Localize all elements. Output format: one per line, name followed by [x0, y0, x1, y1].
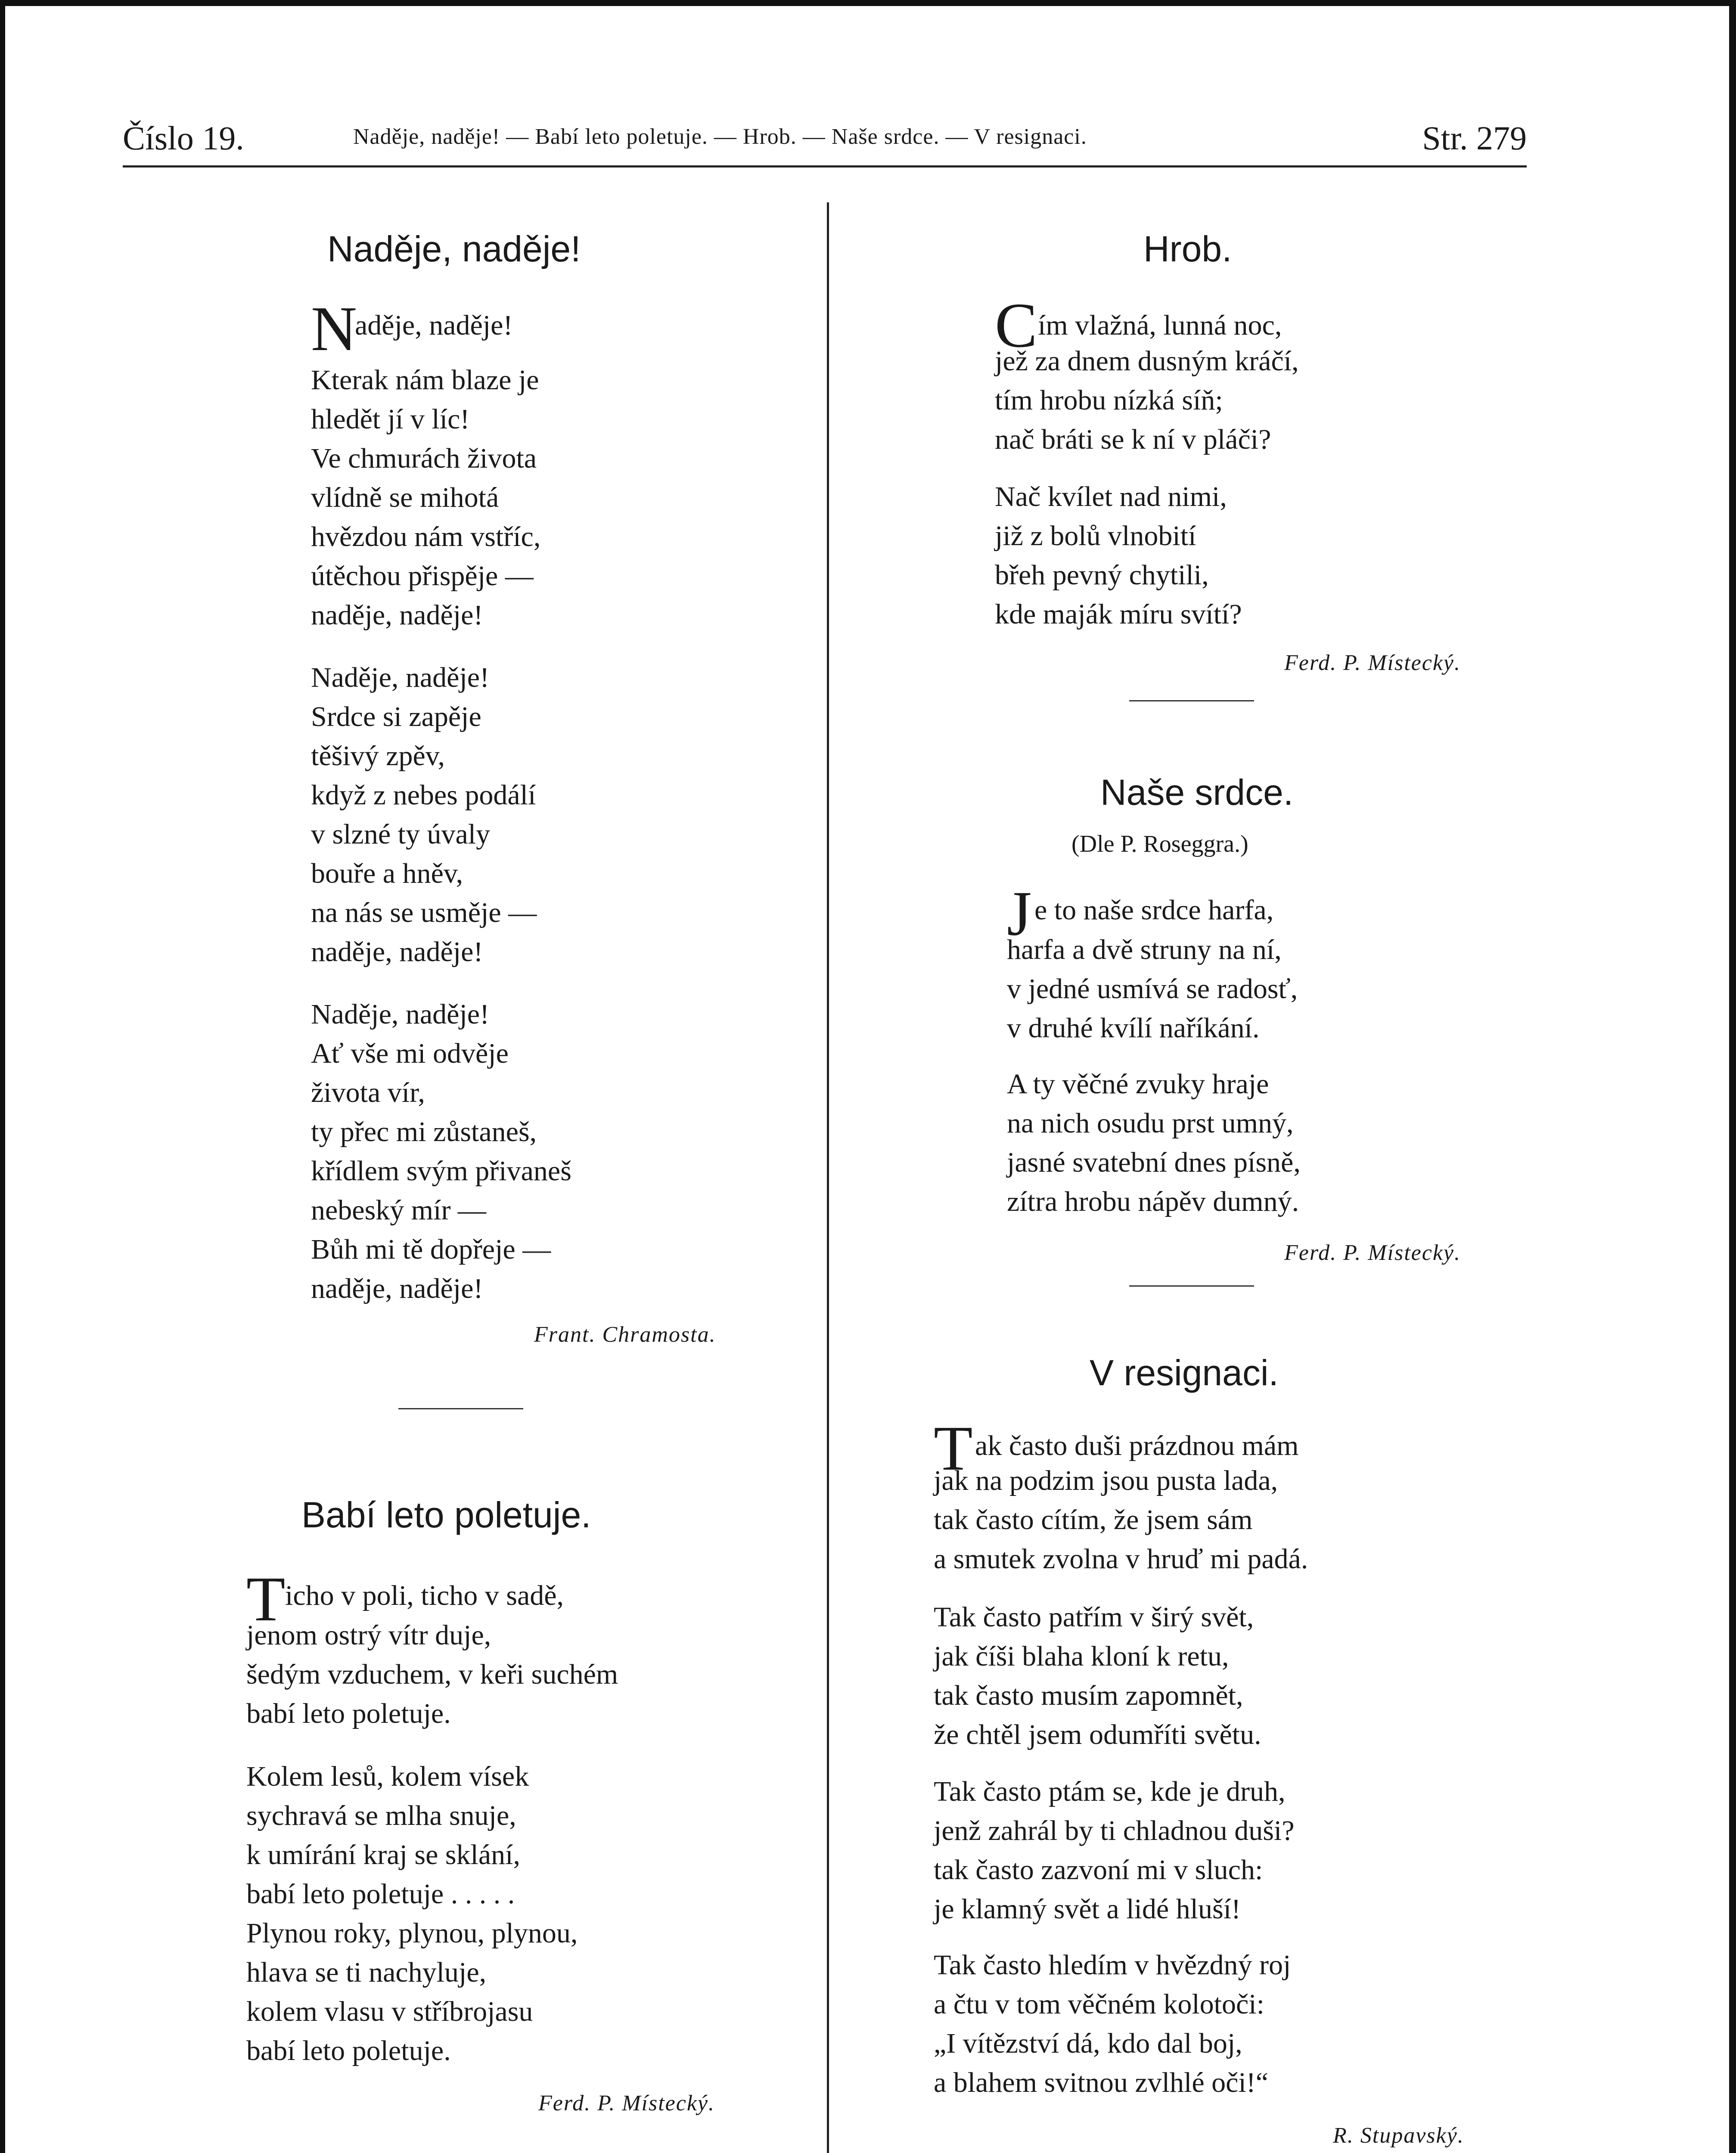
- poem-stanza: [246, 1616, 618, 1733]
- poem-title: Hrob.: [1143, 229, 1232, 269]
- verse-line: ím vlažná, lunná noc,: [1038, 310, 1282, 341]
- verse-line: Ve chmurách života: [311, 443, 537, 474]
- verse-line: hvězdou nám vstříc,: [311, 521, 541, 552]
- verse-line: tak často musím zapomnět,: [934, 1680, 1243, 1711]
- poem-stanza: [995, 477, 1242, 634]
- verse-line: kde maják míru svítí?: [995, 599, 1242, 630]
- verse-line: babí leto poletuje.: [246, 2035, 451, 2066]
- poem-first-line: [311, 294, 513, 364]
- verse-line: Srdce si zapěje: [311, 701, 481, 732]
- issue-number: Číslo 19.: [123, 119, 244, 157]
- verse-line: Kterak nám blaze je: [311, 364, 539, 396]
- poem-stanza: [934, 1461, 1308, 1579]
- verse-line: nebeský mír —: [311, 1194, 486, 1226]
- verse-line: jasné svatební dnes písně,: [1007, 1147, 1301, 1178]
- drop-cap: C: [995, 290, 1037, 361]
- verse-line: babí leto poletuje.: [246, 1698, 451, 1729]
- verse-line: Tak často patřím v širý svět,: [934, 1601, 1254, 1633]
- verse-line: Plynou roky, plynou, plynou,: [246, 1917, 578, 1949]
- verse-line: hledět jí v líc!: [311, 403, 470, 435]
- poem-stanza: [995, 341, 1299, 459]
- drop-cap: T: [934, 1413, 973, 1484]
- poem-title: V resignaci.: [1090, 1353, 1279, 1393]
- verse-line: na nich osudu prst umný,: [1007, 1108, 1294, 1139]
- column-divider: [827, 202, 829, 2153]
- running-title: Naděje, naděje! — Babí leto poletuje. — Hrob. — Naše srdce. — V resignaci.: [353, 124, 1087, 149]
- poem-title: Naděje, naděje!: [327, 229, 581, 269]
- verse-line: tím hrobu nízká síň;: [995, 385, 1223, 416]
- verse-line: na nás se usměje —: [311, 897, 537, 928]
- verse-line: A ty věčné zvuky hraje: [1007, 1068, 1269, 1100]
- verse-line: šedým vzduchem, v keři suchém: [246, 1659, 618, 1690]
- verse-line: e to naše srdce harfa,: [1034, 894, 1274, 926]
- drop-cap: J: [1007, 878, 1032, 949]
- poem-stanza: [311, 658, 537, 971]
- poem-stanza: [1007, 930, 1298, 1048]
- verse-line: Ať vše mi odvěje: [311, 1038, 509, 1069]
- verse-line: naděje, naděje!: [311, 1273, 483, 1304]
- verse-line: útěchou přispěje —: [311, 560, 534, 592]
- verse-line: hlava se ti nachyluje,: [246, 1957, 487, 1988]
- verse-line: Naděje, naděje!: [311, 999, 490, 1030]
- verse-line: Bůh mi tě dopřeje —: [311, 1234, 551, 1265]
- poem-stanza: [311, 360, 540, 635]
- running-header: [123, 115, 1527, 163]
- verse-line: babí leto poletuje . . . . .: [246, 1878, 515, 1910]
- poem-author: Ferd. P. Místecký.: [538, 2091, 715, 2116]
- poem-author: Ferd. P. Místecký.: [1284, 651, 1461, 675]
- verse-line: harfa a dvě struny na ní,: [1007, 934, 1282, 965]
- verse-line: a blahem svitnou zvlhlé oči!“: [934, 2067, 1269, 2098]
- verse-line: tak často cítím, že jsem sám: [934, 1504, 1253, 1536]
- verse-line: v druhé kvílí naříkání.: [1007, 1012, 1260, 1044]
- verse-line: když z nebes podálí: [311, 779, 536, 811]
- drop-cap: N: [311, 294, 357, 364]
- poem-author: Ferd. P. Místecký.: [1284, 1241, 1461, 1265]
- verse-line: v slzné ty úvaly: [311, 819, 491, 850]
- verse-line: Kolem lesů, kolem vísek: [246, 1761, 529, 1792]
- verse-line: jenž zahrál by ti chladnou duši?: [934, 1815, 1295, 1846]
- verse-line: „I vítězství dá, kdo dal boj,: [934, 2028, 1242, 2059]
- section-separator: [398, 1408, 523, 1409]
- verse-line: aděje, naděje!: [355, 310, 513, 341]
- verse-line: že chtěl jsem odumříti světu.: [934, 1719, 1261, 1750]
- verse-line: jak na podzim jsou pusta lada,: [934, 1465, 1278, 1496]
- header-rule: [123, 165, 1527, 168]
- verse-line: Tak často ptám se, kde je druh,: [934, 1776, 1286, 1807]
- verse-line: nač bráti se k ní v pláči?: [995, 424, 1271, 455]
- poem-stanza: [1007, 1064, 1301, 1221]
- verse-line: a smutek zvolna v hruď mi padá.: [934, 1543, 1308, 1575]
- verse-line: jenom ostrý vítr duje,: [246, 1619, 491, 1651]
- verse-line: Tak často hledím v hvězdný roj: [934, 1949, 1291, 1981]
- verse-line: břeh pevný chytili,: [995, 559, 1209, 591]
- poem-stanza: [311, 995, 571, 1308]
- verse-line: Naděje, naděje!: [311, 662, 490, 693]
- verse-line: zítra hrobu nápěv dumný.: [1007, 1186, 1299, 1217]
- drop-cap: T: [246, 1564, 286, 1635]
- poem-stanza: [934, 1598, 1261, 1754]
- verse-line: vlídně se mihotá: [311, 482, 499, 513]
- verse-line: v jedné usmívá se radosť,: [1007, 973, 1298, 1005]
- scan-border-top: [0, 0, 1736, 6]
- section-separator: [1129, 1285, 1254, 1287]
- verse-line: je klamný svět a lidé hluší!: [934, 1893, 1241, 1925]
- verse-line: sychravá se mlha snuje,: [246, 1800, 516, 1831]
- poem-first-line: [1007, 878, 1274, 949]
- verse-line: a čtu v tom věčném kolotoči:: [934, 1989, 1264, 2020]
- poem-author: Frant. Chramosta.: [534, 1322, 716, 1347]
- verse-line: života vír,: [311, 1077, 425, 1108]
- verse-line: icho v poli, ticho v sadě,: [285, 1580, 564, 1611]
- verse-line: jež za dnem dusným kráčí,: [995, 345, 1299, 377]
- verse-line: Nač kvílet nad nimi,: [995, 481, 1227, 512]
- verse-line: bouře a hněv,: [311, 858, 463, 889]
- verse-line: kolem vlasu v stříbrojasu: [246, 1996, 533, 2027]
- poem-stanza: [934, 1945, 1291, 2102]
- poem-author: R. Stupavský.: [1333, 2123, 1464, 2148]
- verse-line: jak číši blaha kloní k retu,: [934, 1641, 1229, 1672]
- poem-first-line: [995, 290, 1282, 361]
- verse-line: již z bolů vlnobití: [995, 520, 1196, 552]
- poem-stanza: [246, 1757, 578, 2070]
- verse-line: ty přec mi zůstaneš,: [311, 1116, 537, 1148]
- verse-line: naděje, naděje!: [311, 936, 483, 968]
- section-separator: [1129, 700, 1254, 701]
- verse-line: křídlem svým přivaneš: [311, 1155, 571, 1187]
- verse-line: tak často zazvoní mi v sluch:: [934, 1854, 1263, 1886]
- verse-line: naděje, naděje!: [311, 599, 483, 631]
- poem-stanza: [934, 1772, 1295, 1929]
- verse-line: ak často duši prázdnou mám: [975, 1430, 1299, 1461]
- scan-border-right: [1729, 0, 1736, 2153]
- poem-title: Naše srdce.: [1100, 772, 1294, 813]
- verse-line: těšivý zpěv,: [311, 740, 445, 772]
- poem-subtitle: (Dle P. Roseggra.): [1071, 831, 1248, 857]
- page-number: Str. 279: [1422, 119, 1527, 157]
- poem-title: Babí leto poletuje.: [301, 1495, 591, 1535]
- verse-line: k umírání kraj se sklání,: [246, 1839, 521, 1871]
- scan-border-left: [0, 0, 5, 2153]
